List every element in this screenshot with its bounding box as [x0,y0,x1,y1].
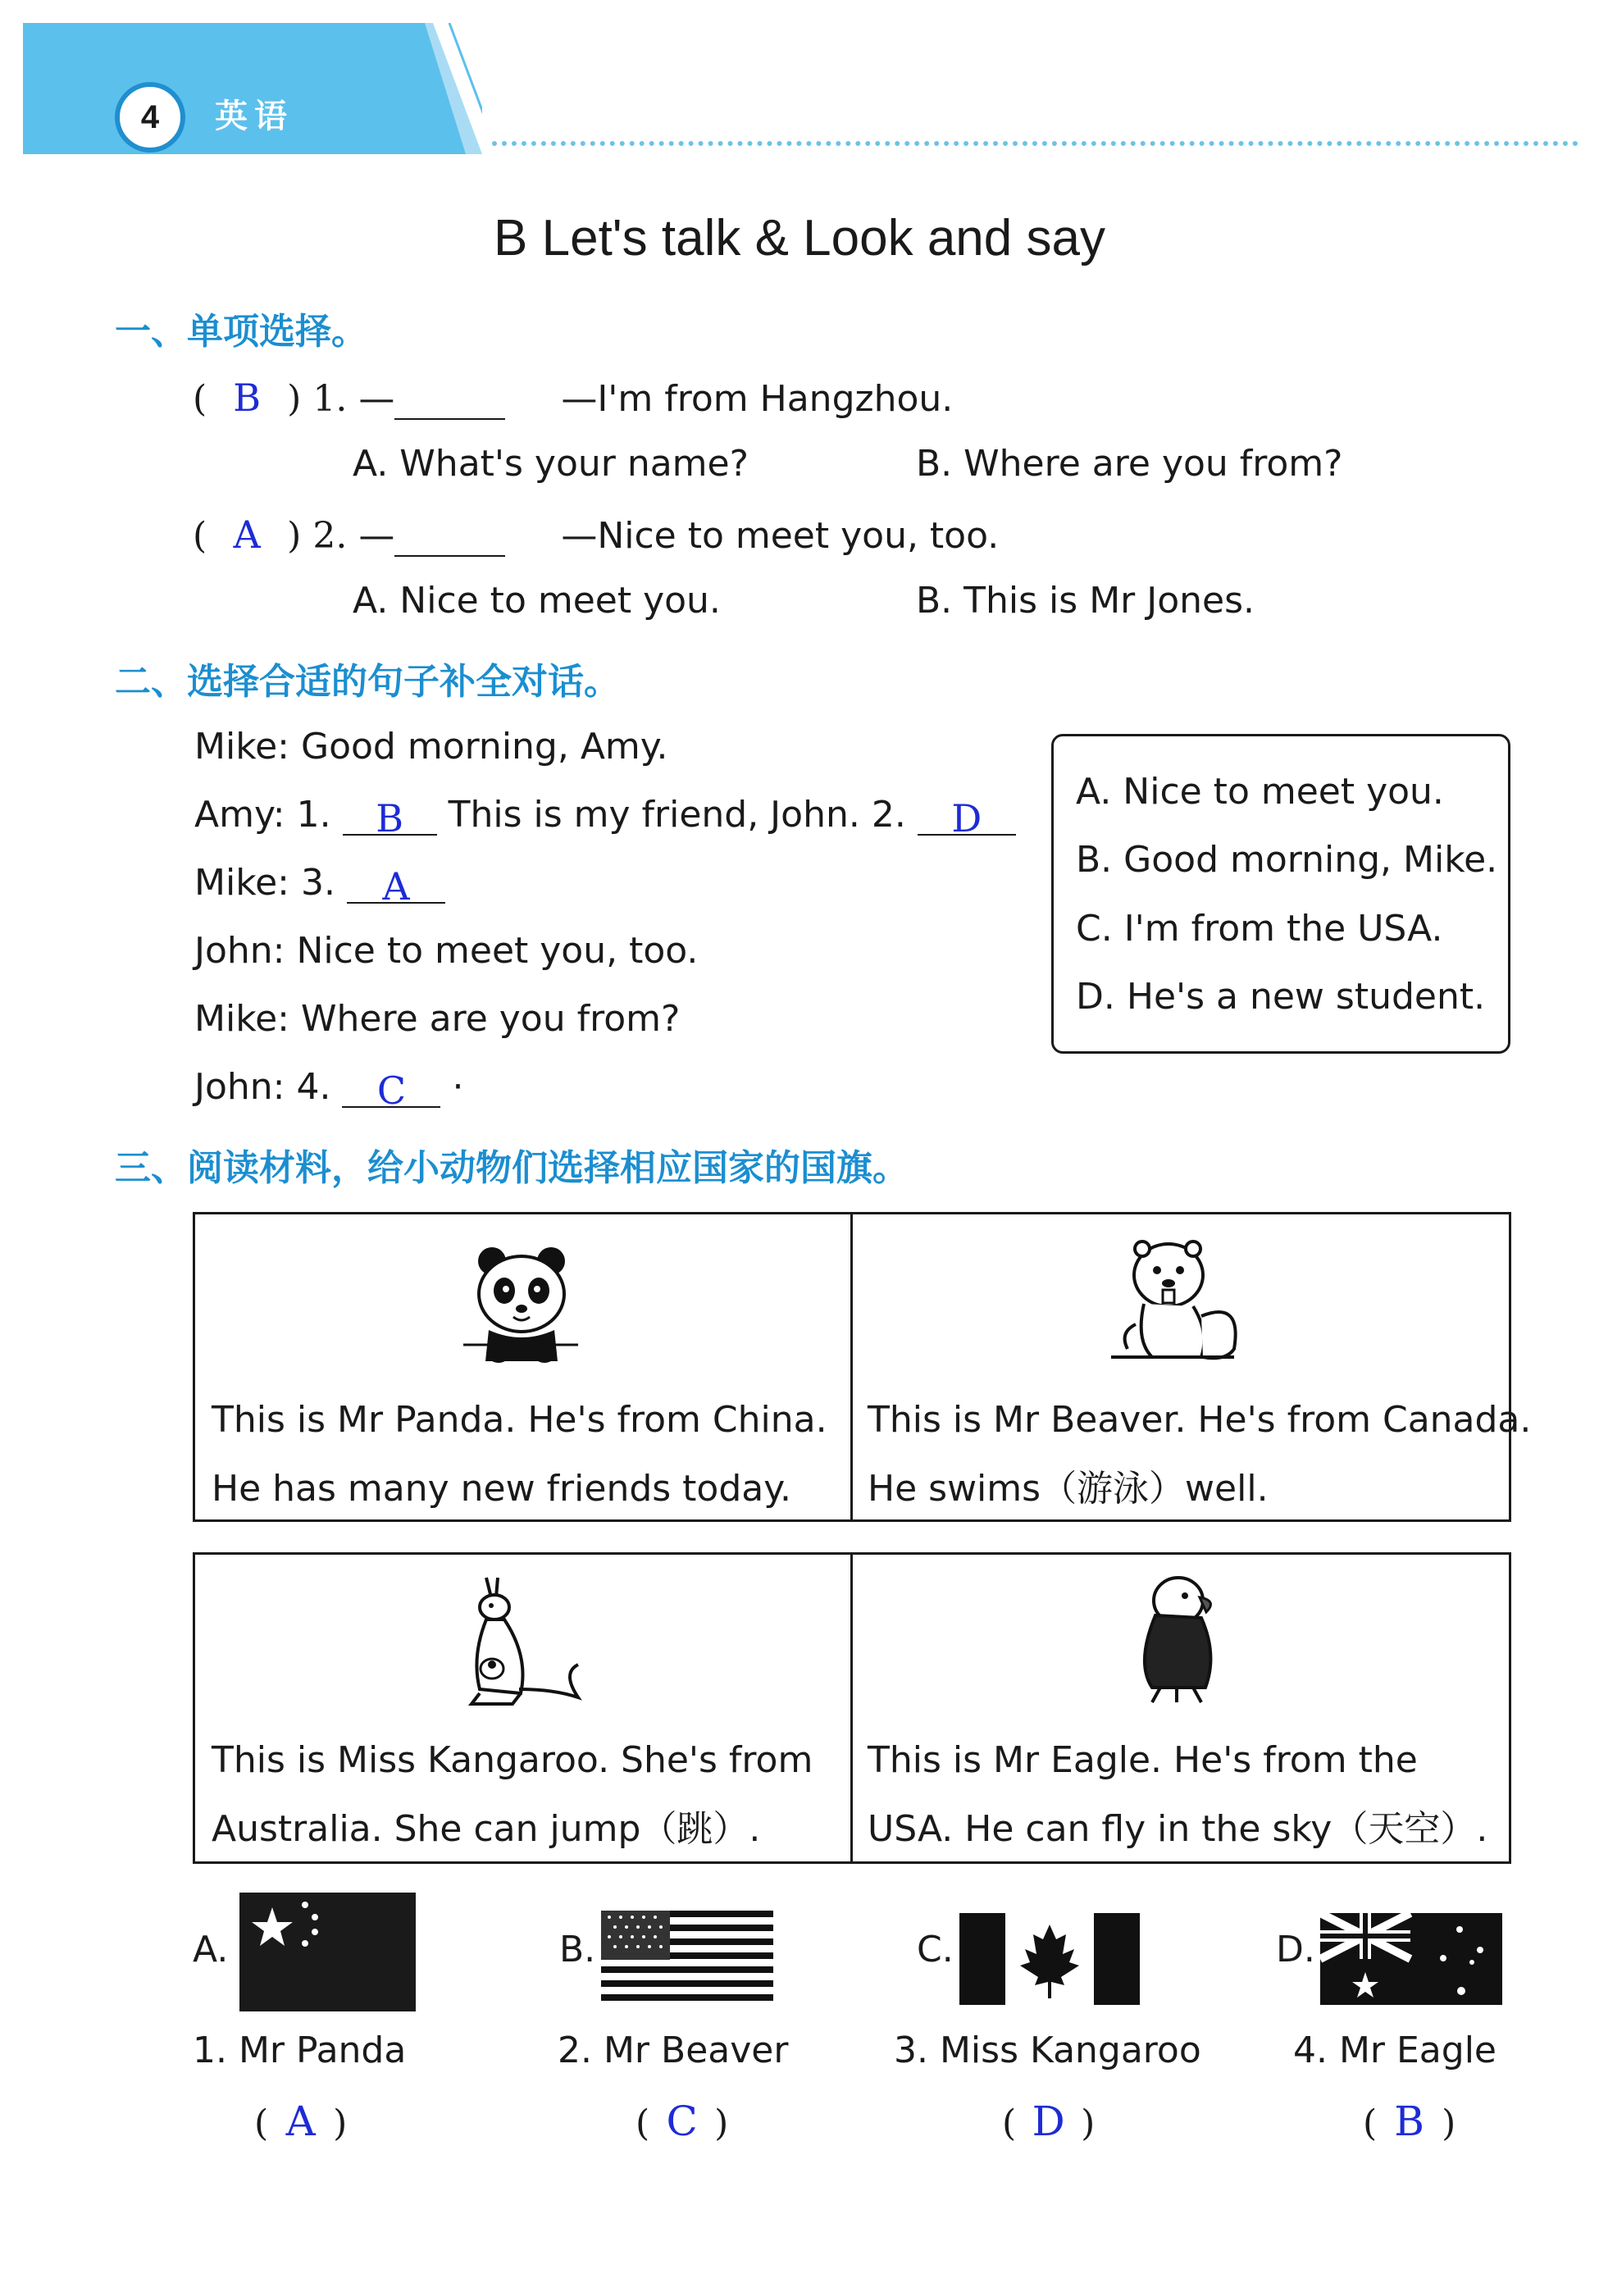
match-label-4: 4. Mr Eagle [1293,2029,1496,2071]
dialog-line-4: John: Nice to meet you, too. [194,930,699,972]
panda-line-2: He has many new friends today. [212,1468,791,1510]
q1-answer: B [233,376,262,420]
dialog-line-2 [194,794,1016,840]
q2-paren-open: ( [193,515,207,557]
match-label-3: 3. Miss Kangaroo [894,2029,1201,2071]
paren-open: ( [1002,2102,1017,2144]
dialog-blank-2 [918,796,1016,840]
section1-heading: 一、单项选择。 [115,311,367,353]
option-a: A. Nice to meet you. [1076,771,1444,813]
dialog-blank-1 [343,796,437,840]
beaver-icon [1111,1234,1250,1369]
q2-reply: —Nice to meet you, too. [561,515,1000,557]
q2-option-a: A. Nice to meet you. [353,580,721,622]
kangaroo-line-1: This is Miss Kangaroo. She's from [212,1739,813,1781]
dialog-line-3 [194,862,445,909]
paren-close: ) [714,2102,729,2144]
q2-option-b: B. This is Mr Jones. [916,580,1255,622]
q2-paren-close: ) [287,515,302,557]
q1-paren-open: ( [193,378,207,420]
paren-close: ) [1442,2102,1456,2144]
flag-letter-a: A. [193,1929,229,1970]
header-rule [492,141,1578,146]
dialog-amy-label: Amy: 1. [194,794,331,836]
option-d: D. He's a new student. [1076,976,1486,1018]
beaver-line-1: This is Mr Beaver. He's from Canada. [868,1399,1532,1441]
option-b: B. Good morning, Mike. [1076,839,1498,881]
match-label-2: 2. Mr Beaver [558,2029,789,2071]
section2-heading: 二、选择合适的句子补全对话。 [115,661,620,703]
q1-number: 1. [312,378,348,420]
match-answer-2: C [666,2098,698,2145]
match-answer-2-wrap [636,2098,728,2145]
kangaroo-line-2: Australia. She can jump（跳）. [212,1808,761,1850]
q1-row [193,376,953,420]
dialog-blank-3 [347,864,445,909]
q1-option-a: A. What's your name? [353,443,749,485]
dialog-amy-rest: This is my friend, John. 2. [448,794,906,836]
paren-close: ) [1081,2102,1096,2144]
paren-close: ) [333,2102,348,2144]
q1-option-b: B. Where are you from? [916,443,1343,485]
match-answer-3: D [1032,2098,1065,2145]
flag-letter-d: D. [1276,1929,1315,1970]
china-flag-icon [239,1893,416,2011]
match-answer-4-wrap [1363,2098,1456,2145]
canada-flag-icon [959,1913,1140,2005]
panda-icon [459,1238,582,1369]
kangaroo-icon [455,1574,586,1710]
match-answer-1: A [285,2098,316,2145]
table2-divider [850,1552,853,1864]
q2-row [193,512,999,557]
dialog-answer-3: A [382,864,410,909]
eagle-icon [1128,1573,1234,1704]
flag-letter-b: B. [559,1929,596,1970]
match-answer-4: B [1394,2098,1424,2145]
flag-letter-c: C. [917,1929,954,1970]
q2-blank [394,517,505,557]
panda-line-1: This is Mr Panda. He's from China. [212,1399,827,1441]
dialog-mike-label: Mike: 3. [194,862,335,904]
section3-heading: 三、阅读材料，给小动物们选择相应国家的国旗。 [115,1147,909,1189]
q1-prompt: — [358,378,395,420]
dialog-answer-2: D [951,796,982,840]
eagle-line-2: USA. He can fly in the sky（天空）. [868,1808,1488,1850]
beaver-line-2: He swims（游泳）well. [868,1468,1269,1510]
usa-flag-icon [601,1911,773,2002]
q1-paren-close: ) [287,378,302,420]
dialog-blank-4 [342,1068,440,1113]
dialog-line-1: Mike: Good morning, Amy. [194,726,668,768]
paren-open: ( [254,2102,269,2144]
paren-open: ( [636,2102,650,2144]
q2-answer: A [233,512,261,557]
dialog-period: · [452,1066,464,1108]
q1-blank [394,380,505,420]
australia-flag-icon [1320,1913,1502,2005]
dialog-line-6 [194,1066,464,1113]
option-c: C. I'm from the USA. [1076,908,1443,950]
dialog-john-label: John: 4. [194,1066,331,1108]
match-answer-3-wrap [1002,2098,1095,2145]
table1-divider [850,1212,853,1522]
subject-label: 英语 [215,97,294,135]
q2-number: 2. [312,515,348,557]
match-answer-1-wrap [254,2098,347,2145]
dialog-line-5: Mike: Where are you from? [194,998,681,1040]
page-title: B Let's talk & Look and say [494,210,1105,266]
dialog-answer-1: B [376,796,403,840]
dialog-answer-4: C [376,1068,407,1113]
match-label-1: 1. Mr Panda [193,2029,407,2071]
paren-open: ( [1363,2102,1378,2144]
page-number: 4 [115,82,185,153]
eagle-line-1: This is Mr Eagle. He's from the [868,1739,1418,1781]
q1-reply: —I'm from Hangzhou. [561,378,954,420]
q2-prompt: — [358,515,395,557]
